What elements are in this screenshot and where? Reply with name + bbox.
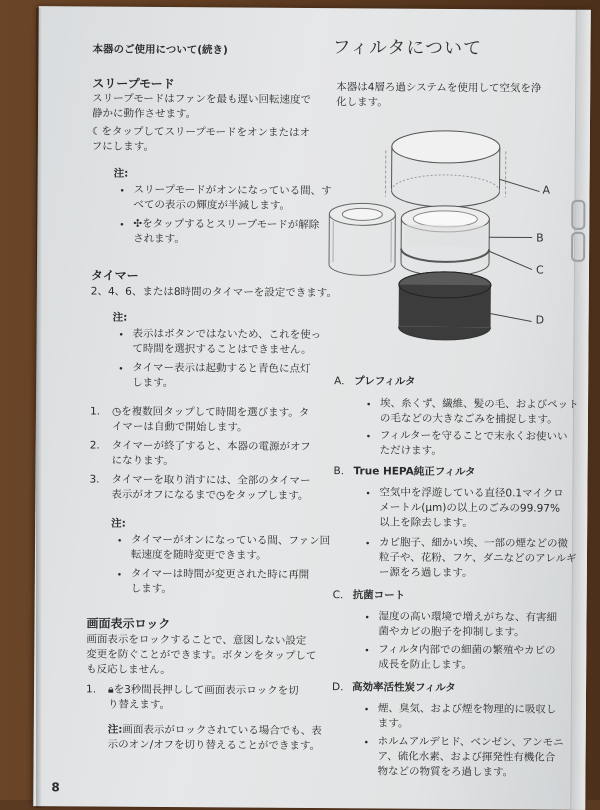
bullet-dot: •: [366, 400, 371, 410]
carbon-layer: [398, 272, 490, 341]
section-item: の毛などの大きなごみを捕捉します。: [380, 411, 558, 427]
step-number: 2.: [90, 438, 100, 453]
note-text: タイマーがオンになっている間、ファン回: [131, 533, 330, 549]
note-text: タイマーは時間が変更された時に再開: [131, 567, 309, 583]
section-item: ー源をろ過します。: [379, 565, 473, 581]
section-letter: D.: [332, 680, 344, 695]
note-text: て時間を選択することはできません。: [132, 342, 311, 358]
step-text: ◷を複数回タップして時間を選びます。タ: [112, 405, 309, 421]
sleep-mode-title: スリープモード: [92, 76, 175, 92]
note-text: タイマー表示は起動すると青色に点灯: [132, 361, 310, 377]
lock-desc: も反応しません。: [86, 662, 171, 678]
section-item: 以上を除去します。: [379, 515, 473, 531]
section-item: 湿度の高い環境で増えがちな、有害細: [378, 609, 557, 625]
diagram-label-a: A: [542, 184, 550, 197]
section-item: 粒子や、花粉、フケ、ダニなどのアレルギ: [379, 550, 577, 566]
fan-icon: ✣: [133, 218, 142, 230]
step-text: 🔒︎を3秒間長押しして画面表示ロックを切: [108, 683, 299, 699]
section-title: True HEPA純正フィルタ: [354, 464, 476, 480]
binder-clip-icon: [571, 200, 585, 230]
sleep-tap-text: ☾をタップしてスリープモードをオンまたはオ: [92, 124, 310, 141]
bullet-dot: •: [364, 613, 369, 623]
clock-icon: ◷: [216, 489, 225, 501]
section-item: ます。: [378, 716, 409, 731]
filter-intro: 化します。: [336, 95, 388, 110]
manual-page: [33, 6, 591, 810]
moon-icon: ☾: [92, 125, 102, 137]
sleep-desc: スリープモードはファンを最も遅い回転速度で: [92, 91, 311, 108]
section-item: ただけます。: [380, 443, 442, 458]
step-text: り替えます。: [108, 698, 170, 713]
section-item: 煙、臭気、および煙を物理的に吸収し: [378, 701, 557, 717]
section-title: プレフィルタ: [354, 374, 415, 389]
bullet-dot: •: [119, 187, 124, 197]
bullet-dot: •: [364, 738, 369, 748]
diagram-label-c: C: [536, 264, 544, 277]
section-item: 成長を防止します。: [378, 657, 472, 673]
note-text: します。: [132, 376, 173, 391]
section-item: ア、硫化水素、および揮発性有機化合: [378, 749, 556, 765]
step-text: タイマーが終了すると、本器の電源がオフ: [112, 439, 311, 455]
filter-diagram: [326, 116, 568, 358]
bullet-dot: •: [365, 539, 370, 549]
section-item: カビ胞子、細かい埃、一部の煙などの微: [379, 535, 568, 551]
timer-title: タイマー: [91, 268, 139, 283]
note-label: 注:: [114, 167, 129, 182]
diagram-label-d: D: [536, 314, 545, 327]
bullet-dot: •: [365, 489, 370, 499]
timer-desc: 2、4、6、または8時間のタイマーを設定できます。: [91, 284, 337, 301]
note-text: 表示はボタンではないため、これを使っ: [132, 327, 321, 343]
prefilter-layer: [391, 131, 500, 208]
section-letter: A.: [334, 374, 344, 389]
note-text: ✣をタップするとスリープモードが解除: [133, 217, 319, 233]
section-item: 物などの物質をろ過します。: [377, 764, 513, 780]
lock-note: 示のオン/オフを切り替えることができます。: [108, 738, 320, 754]
note-text: スリープモードがオンになっている間、す: [133, 183, 331, 199]
bullet-dot: •: [364, 646, 369, 656]
bullet-dot: •: [118, 365, 123, 375]
bullet-dot: •: [119, 221, 124, 231]
step-number: 1.: [90, 404, 100, 419]
bullet-dot: •: [117, 537, 122, 547]
section-item: 空気中を浮遊している直径0.1マイクロ: [379, 485, 563, 501]
note-label: 注:: [111, 517, 126, 532]
lock-desc: 変更を防ぐことができます。ボタンをタップして: [86, 647, 316, 664]
filter-intro: 本器は4層ろ過システムを使用して空気を浄: [336, 80, 541, 96]
note-text: されます。: [133, 232, 185, 247]
step-number: 1.: [86, 682, 96, 697]
lock-desc: 画面表示をロックすることで、意図しない設定: [86, 632, 306, 649]
step-text: タイマーを取り消すには、全部のタイマー: [111, 473, 310, 489]
assembled-filter-icon: [329, 203, 396, 275]
note-text: 転速度を随時変更できます。: [131, 548, 267, 564]
filter-title: フィルタについて: [332, 40, 482, 56]
bullet-dot: •: [366, 432, 371, 442]
section-item: 埃、糸くず、繊維、髪の毛、およびペット: [380, 396, 579, 412]
bullet-dot: •: [118, 331, 123, 341]
diagram-label-b: B: [536, 232, 544, 245]
section-title: 抗菌コート: [353, 588, 406, 603]
lock-title: 画面表示ロック: [86, 616, 170, 632]
section-item: 菌やカビの胞子を抑制します。: [378, 624, 524, 640]
section-letter: C.: [333, 588, 344, 603]
section-item: ホルムアルデヒド、ベンゼン、アンモニ: [378, 734, 564, 750]
binder-clip-icon: [571, 232, 585, 262]
note-label: 注:: [113, 311, 128, 326]
bullet-dot: •: [364, 705, 369, 715]
section-item: フィルターを守ることで末永くお使いい: [380, 428, 568, 444]
hepa-layer: [401, 206, 489, 277]
step-text: イマーは自動で開始します。: [112, 420, 248, 436]
step-number: 3.: [89, 472, 99, 487]
note-text: べての表示の輝度が半減します。: [133, 198, 290, 214]
sleep-desc: 静かに動作させます。: [92, 106, 196, 122]
step-text: になります。: [112, 454, 174, 469]
page-spine-shadow: [36, 8, 42, 808]
note-text: します。: [131, 582, 172, 597]
lock-note: 注:画面表示がロックされている場合でも、表: [108, 723, 322, 739]
section-item: メートル(μm)の以上のごみの99.97%: [379, 500, 560, 516]
page-number: 8: [51, 780, 59, 794]
step-text: 表示がオフになるまで◷をタップします。: [111, 488, 308, 504]
continued-title: 本器のご使用について(続き): [92, 42, 227, 58]
sleep-tap-text: フにします。: [92, 139, 154, 154]
section-letter: B.: [334, 464, 345, 479]
bullet-dot: •: [117, 571, 122, 581]
clock-icon: ◷: [112, 406, 121, 418]
section-title: 高効率活性炭フィルタ: [352, 680, 456, 696]
lock-icon: 🔒︎: [108, 684, 114, 696]
section-item: フィルタ内部での細菌の繁殖やカビの: [378, 642, 555, 658]
